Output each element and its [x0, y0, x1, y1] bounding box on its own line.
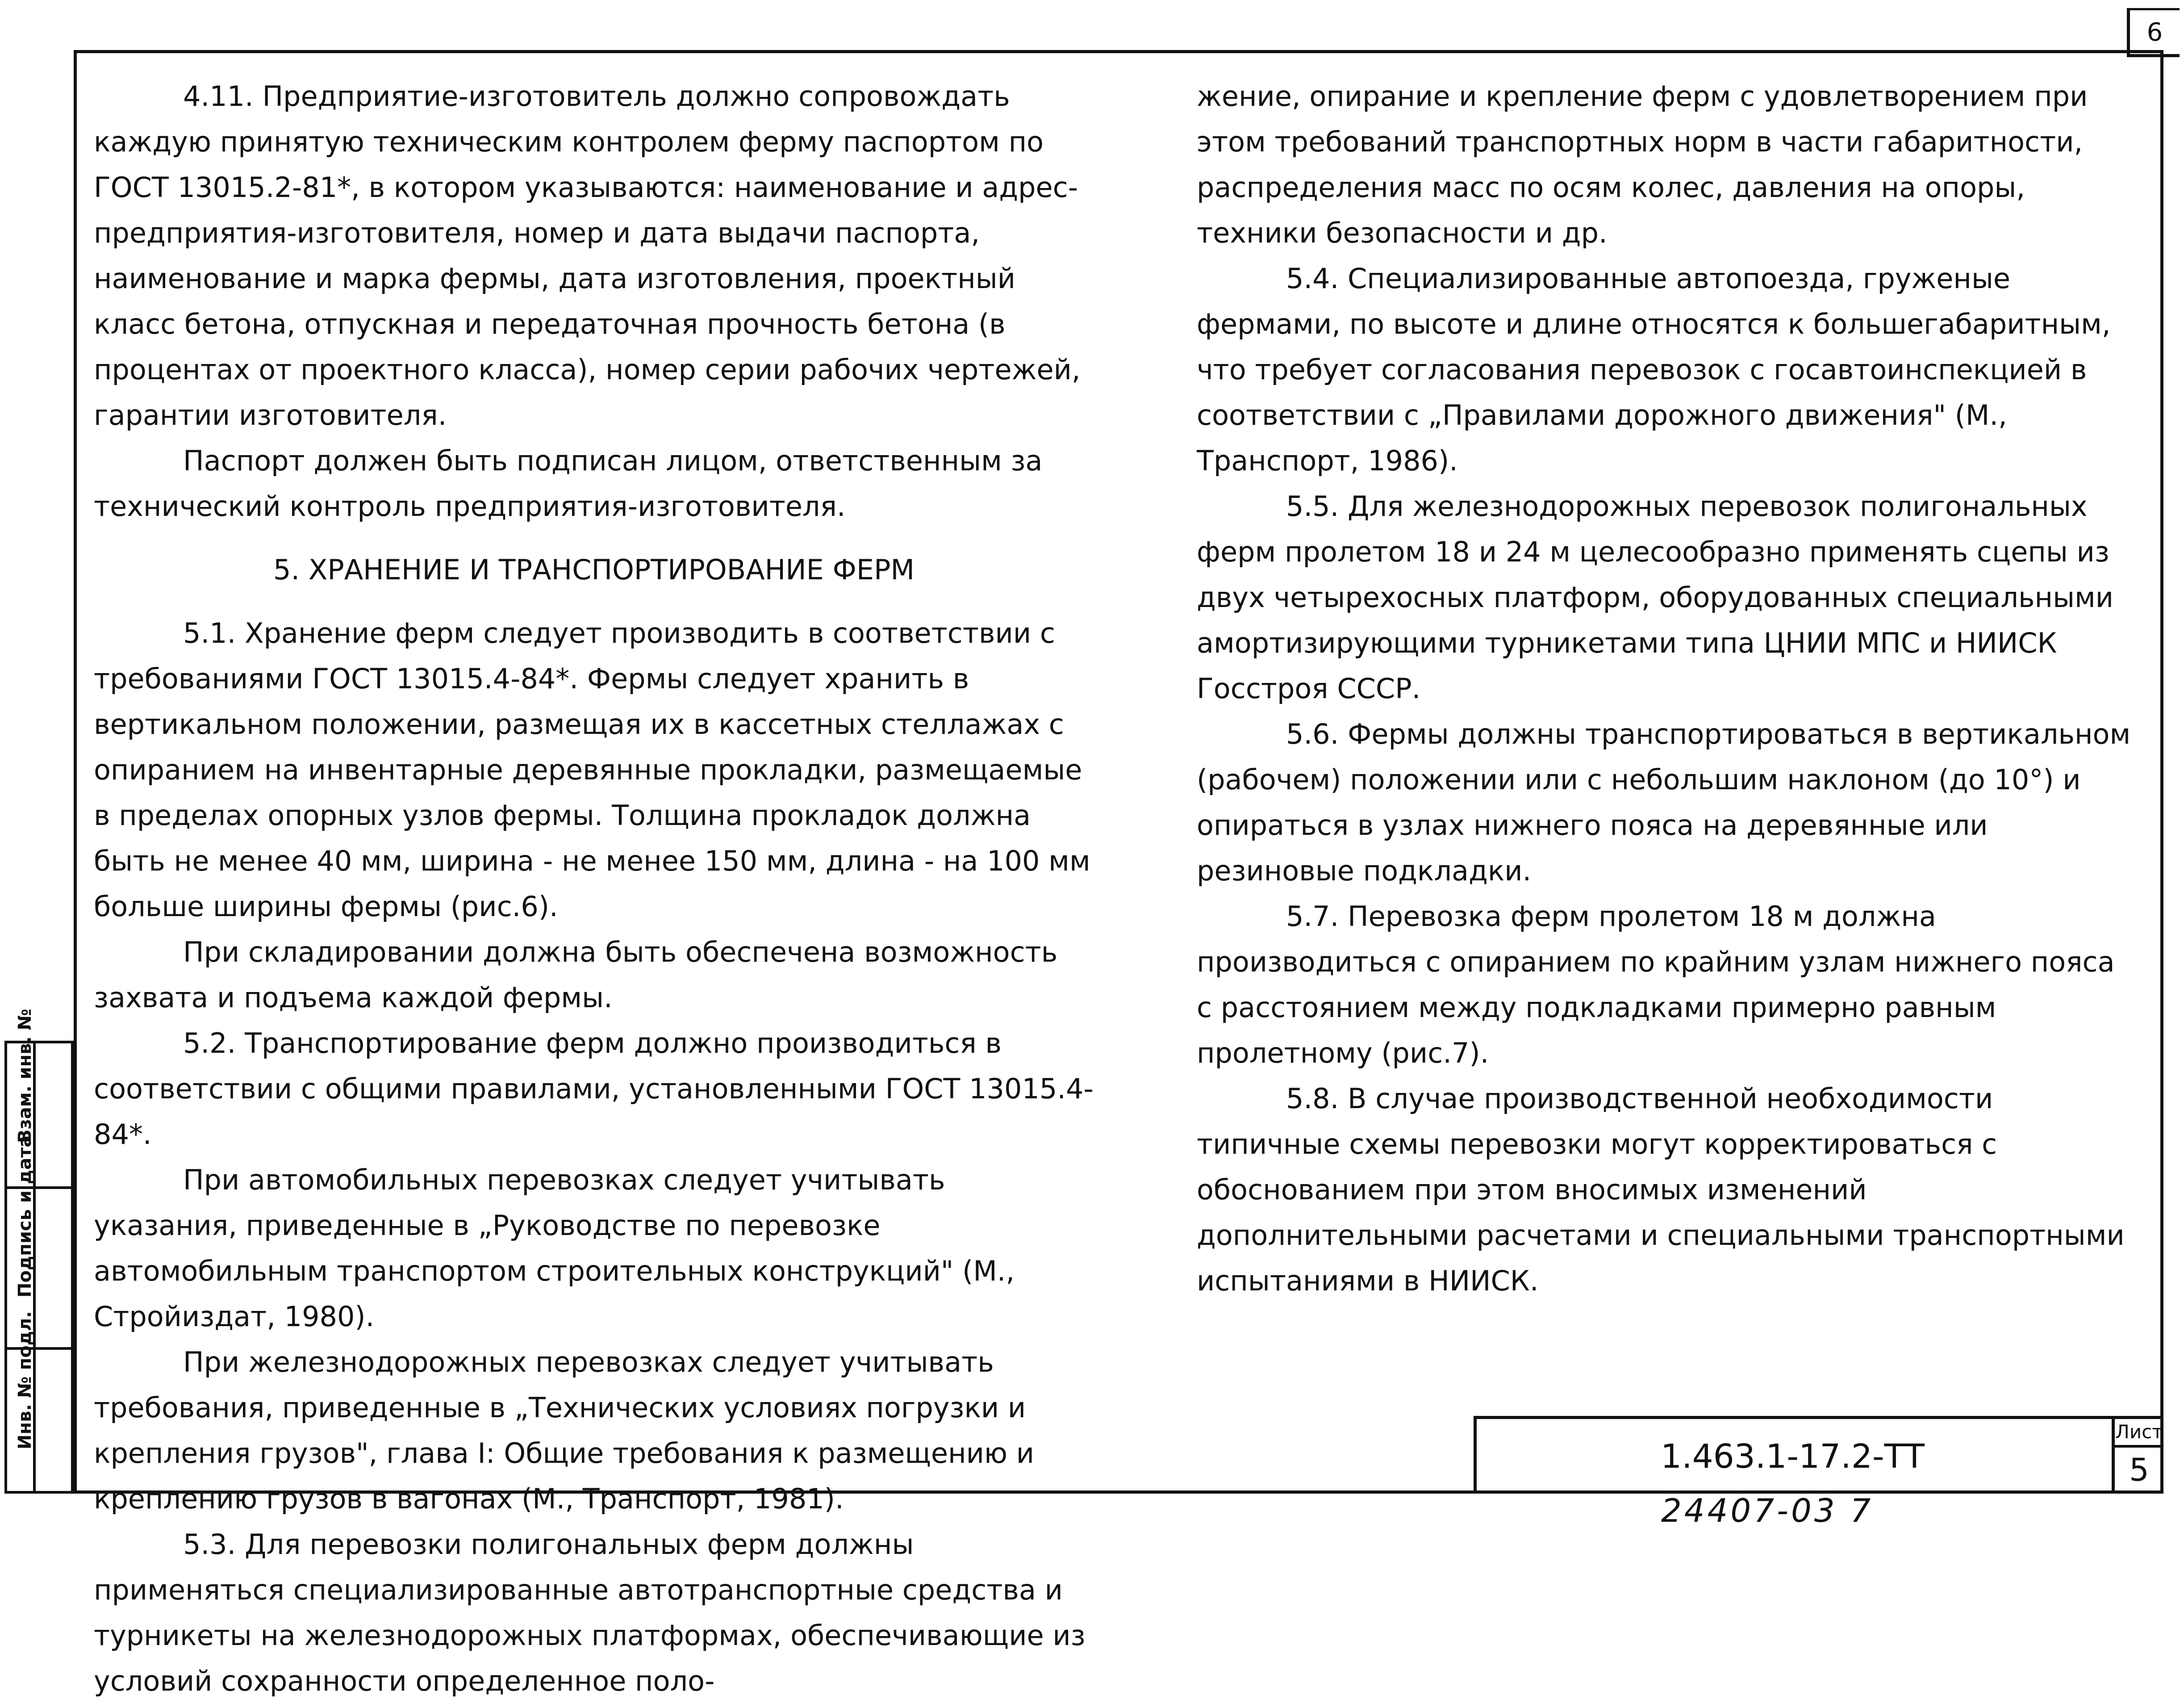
sheet-number: 5 [2129, 1452, 2149, 1488]
stamp-label-replacement: Взам. инв. № [15, 1009, 35, 1143]
section-heading-5: 5. ХРАНЕНИЕ И ТРАНСПОРТИРОВАНИЕ ФЕРМ [273, 553, 915, 586]
paragraph-5-3: 5.3. Для перевозки полигональных ферм должны применяться специализированные автотранспортные средства и турникеты на железнодорожных платформах, обеспечивающие из условий сохранности определенное поло- [94, 1528, 1086, 1697]
paragraph-passport: Паспорт должен быть подписан лицом, ответственным за технический контроль предприятия-изготовителя. [94, 444, 1043, 523]
paragraph-5-7: 5.7. Перевозка ферм пролетом 18 м должна производиться с опиранием по крайним узлам нижнего пояса с расстоянием между подкладками примерно равным пролетному (рис.7). [1197, 900, 2115, 1069]
side-stamp [4, 1009, 74, 1494]
page-number: 6 [2146, 17, 2163, 47]
stamp-label-inventory: Инв. № подл. [15, 1311, 35, 1449]
paragraph-5-6: 5.6. Фермы должны транспортироваться в вертикальном (рабочем) положении или с небольшим наклоном (до 10°) и опираться в узлах нижнего пояса на деревянные или резиновые подкладки. [1197, 718, 2131, 887]
paragraph-5-8: 5.8. В случае производственной необходимости типичные схемы перевозки могут корректироваться с обоснованием при этом вносимых изменений дополнительными расчетами и специальными транспортными испытаниями в НИИСК. [1197, 1082, 2125, 1297]
paragraph-rail-transport: При железнодорожных перевозках следует учитывать требования, приведенные в „Технических условиях погрузки и крепления грузов", глава I: Общие требования к размещению и креплению грузов в вагонах (М., Транспорт, 1981). [94, 1346, 1035, 1515]
left-column [94, 74, 1094, 1704]
title-block [1474, 1416, 2163, 1494]
stamp-cell-inventory [7, 1311, 71, 1491]
sheet-label: Лист [2115, 1419, 2163, 1448]
right-column [1197, 74, 2134, 1304]
paragraph-5-5: 5.5. Для железнодорожных перевозок полигональных ферм пролетом 18 и 24 м целесообразно применять сцепы из двух четырехосных платформ, оборудованных специальными амортизирующими турникетами типа ЦНИИ МПС и НИИСК Госстроя СССР. [1197, 490, 2114, 705]
paragraph-5-4: 5.4. Специализированные автопоезда, груженые фермами, по высоте и длине относятся к большегабаритным, что требует согласования перевозок с госавтоинспекцией в соответствии с „Правилами дорожного движения" (М., Транспорт, 1986). [1197, 262, 2111, 477]
paragraph-4-11: 4.11. Предприятие-изготовитель должно сопровождать каждую принятую техническим контролем ферму паспортом по ГОСТ 13015.2-81*, в котором указываются: наименование и адрес-предприятия-изготовителя, номер и дата выдачи паспорта, наименование и марка фермы, дата изготовления, проектный класс бетона, отпускная и передаточная прочность бетона (в процентах от проектного класса), номер серии рабочих чертежей, гарантии изготовителя. [94, 80, 1081, 431]
paragraph-storage-lift: При складировании должна быть обеспечена возможность захвата и подъема каждой фермы. [94, 936, 1058, 1014]
paragraph-auto-transport: При автомобильных перевозках следует учитывать указания, приведенные в „Руководстве по перевозке автомобильным транспортом строительных конструкций" (М., Стройиздат, 1980). [94, 1164, 1015, 1333]
paragraph-5-2: 5.2. Транспортирование ферм должно производиться в соответствии с общими правилами, установленными ГОСТ 13015.4-84*. [94, 1027, 1094, 1151]
paragraph-5-3-continued: жение, опирание и крепление ферм с удовлетворением при этом требований транспортных норм в части габаритности, распределения масс по осям колес, давления на опоры, техники безопасности и др. [1197, 80, 2088, 249]
document-code: 1.463.1-17.2-ТТ [1660, 1437, 1925, 1476]
stamp-label-signature: Подпись и дата [15, 1135, 35, 1298]
paragraph-5-1: 5.1. Хранение ферм следует производить в соответствии с требованиями ГОСТ 13015.4-84*. Фермы следует хранить в вертикальном положении, размещая их в кассетных стеллажах с опиранием на инвентарные деревянные прокладки, размещаемые в пределах опорных узлов фермы. Толщина прокладок должна быть не менее 40 мм, ширина - не менее 150 мм, длина - на 100 мм больше ширины фермы (рис.6). [94, 617, 1090, 923]
inventory-number: 24407-03 7 [1661, 1492, 1874, 1529]
sheet-cell [2112, 1419, 2163, 1494]
